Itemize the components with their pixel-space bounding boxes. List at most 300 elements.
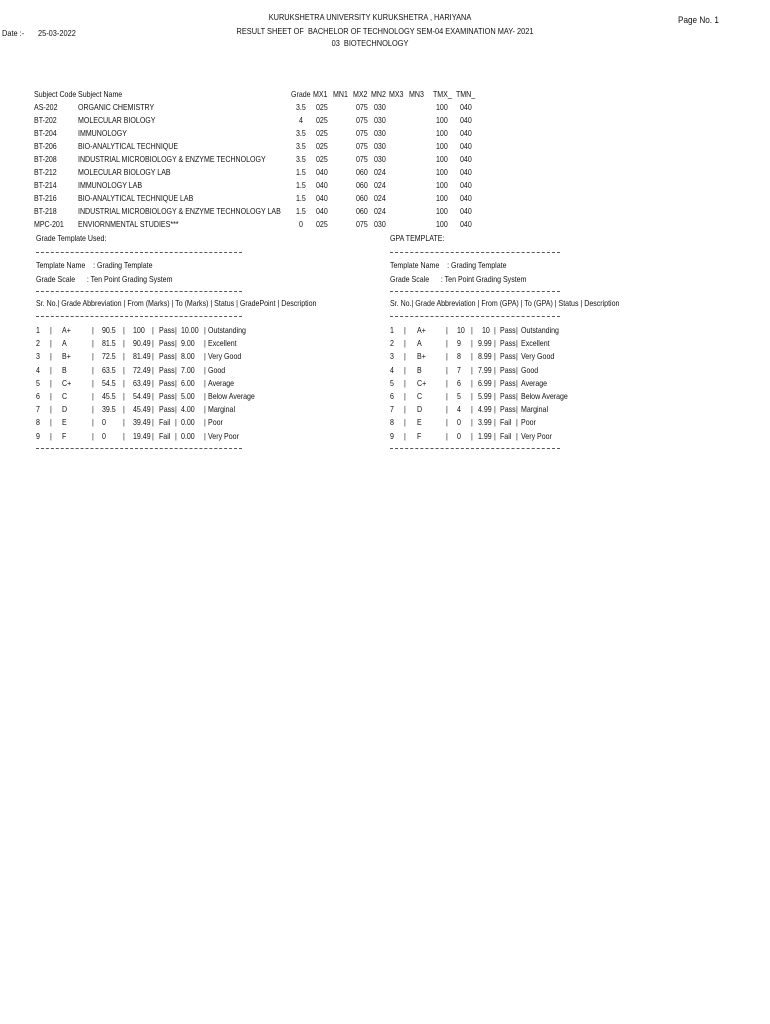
gpa-description: Good [521,365,539,375]
grade-description: Below Average [208,392,255,401]
column-separator: | [175,339,177,349]
column-separator: | [446,431,448,441]
column-separator: | [175,352,177,362]
cell-mx2: 075 [356,103,368,112]
grade-sr-no: 2 [36,339,40,349]
grade-from: 63.5 [102,365,116,375]
grade-point: 0.00 [181,418,195,428]
column-separator: | [175,405,177,415]
column-separator: | [123,339,125,349]
grade-to: 100 [133,326,145,335]
column-separator: | [516,352,518,362]
column-separator: | [494,431,496,441]
column-separator: | [152,352,154,362]
cell-grade: 0 [299,220,303,229]
university-title: KURUKSHETRA UNIVERSITY KURUKSHETRA , HARIYANA [268,12,472,22]
grade-from: 39.5 [102,405,116,415]
column-separator: | [152,431,154,441]
grade-from: 0 [102,418,106,428]
cell-mx1: 025 [316,142,328,151]
gpa-template-scale: Grade Scale : Ten Point Grading System [390,275,527,284]
cell-mx1: 040 [316,194,328,203]
column-separator: | [494,418,496,428]
gpa-description: Very Good [521,352,555,362]
cell-tmn: 040 [460,194,472,203]
gpa-abbreviation: B+ [417,352,426,362]
gpa-abbreviation: C [417,392,423,401]
cell-subject-code: BT-208 [34,155,57,164]
divider [36,448,242,449]
grade-sr-no: 1 [36,326,40,335]
column-separator: | [152,405,154,415]
cell-mx1: 040 [316,168,328,177]
column-separator: | [494,378,496,388]
branch-title: 03 BIOTECHNOLOGY [331,38,409,48]
column-separator: | [50,418,52,428]
grade-description: Very Poor [208,431,239,441]
grade-description: Average [208,378,235,388]
grade-status: Pass [159,405,175,415]
gpa-status: Pass [500,365,516,375]
gpa-sr-no: 9 [390,431,394,441]
gpa-sr-no: 6 [390,392,394,401]
divider [390,252,560,253]
column-separator: | [516,339,518,349]
cell-tmx: 100 [436,103,448,112]
gpa-abbreviation: A+ [417,326,426,335]
grade-sr-no: 6 [36,392,40,401]
gpa-to: 4.99 [478,405,492,415]
grade-sr-no: 5 [36,378,40,388]
column-separator: | [175,378,177,388]
gpa-sr-no: 4 [390,365,394,375]
cell-subject-code: BT-202 [34,116,57,125]
column-separator: | [123,405,125,415]
gpa-from: 0 [457,431,461,441]
grade-to: 19.49 [133,431,151,441]
cell-tmn: 040 [460,220,472,229]
grade-point: 4.00 [181,405,195,415]
grade-to: 90.49 [133,339,151,349]
cell-mn2: 024 [374,207,386,216]
gpa-status: Fail [500,431,512,441]
cell-tmn: 040 [460,168,472,177]
column-separator: | [152,365,154,375]
cell-subject-name: ENVIORNMENTAL STUDIES*** [78,220,179,229]
grade-sr-no: 4 [36,365,40,375]
grade-point: 10.00 [181,326,199,335]
cell-mn2: 030 [374,103,386,112]
gpa-abbreviation: F [417,431,422,441]
grade-abbreviation: F [62,431,67,441]
cell-grade: 1.5 [296,194,306,203]
cell-mn2: 030 [374,155,386,164]
column-separator: | [471,405,473,415]
grade-point: 8.00 [181,352,195,362]
cell-mn2: 030 [374,220,386,229]
column-separator: | [50,378,52,388]
column-separator: | [204,392,206,401]
grade-status: Pass [159,326,175,335]
cell-mx2: 060 [356,181,368,190]
cell-mx1: 025 [316,103,328,112]
column-separator: | [152,392,154,401]
column-header-tmn: TMN_ [456,90,476,99]
column-separator: | [404,418,406,428]
column-separator: | [446,352,448,362]
gpa-sr-no: 3 [390,352,394,362]
column-separator: | [152,339,154,349]
column-separator: | [152,418,154,428]
column-separator: | [92,405,94,415]
cell-tmn: 040 [460,207,472,216]
column-header-mn1: MN1 [333,90,348,99]
gpa-status: Fail [500,418,512,428]
column-separator: | [446,418,448,428]
cell-grade: 1.5 [296,181,306,190]
column-separator: | [446,378,448,388]
grade-status: Pass [159,392,175,401]
column-separator: | [92,378,94,388]
cell-mx2: 075 [356,129,368,138]
column-separator: | [92,326,94,335]
grade-point: 0.00 [181,431,195,441]
gpa-to: 1.99 [478,431,492,441]
column-separator: | [123,365,125,375]
gpa-abbreviation: E [417,418,422,428]
column-separator: | [204,365,206,375]
column-separator: | [446,339,448,349]
gpa-from: 8 [457,352,461,362]
divider [36,291,242,292]
grade-abbreviation: B+ [62,352,71,362]
grade-template-scale: Grade Scale : Ten Point Grading System [36,275,173,284]
column-separator: | [516,365,518,375]
column-separator: | [446,405,448,415]
cell-tmn: 040 [460,103,472,112]
gpa-to: 3.99 [478,418,492,428]
cell-tmn: 040 [460,129,472,138]
cell-mx1: 025 [316,220,328,229]
cell-mx2: 075 [356,142,368,151]
grade-point: 6.00 [181,378,195,388]
date-label: Date :- [2,28,25,38]
column-separator: | [494,339,496,349]
column-separator: | [494,365,496,375]
column-separator: | [123,326,125,335]
column-separator: | [175,326,177,335]
column-separator: | [204,352,206,362]
column-separator: | [50,431,52,441]
grade-status: Pass [159,352,175,362]
gpa-from: 9 [457,339,461,349]
grade-from: 0 [102,431,106,441]
column-separator: | [404,326,406,335]
grade-sr-no: 8 [36,418,40,428]
column-separator: | [494,326,496,335]
column-separator: | [92,418,94,428]
grade-from: 81.5 [102,339,116,349]
column-header-subject-name: Subject Name [78,90,123,99]
column-separator: | [50,365,52,375]
cell-tmx: 100 [436,129,448,138]
cell-grade: 4 [299,116,303,125]
cell-subject-name: IMMUNOLOGY LAB [78,181,143,190]
grade-from: 72.5 [102,352,116,362]
grade-point: 9.00 [181,339,195,349]
cell-tmx: 100 [436,155,448,164]
gpa-from: 0 [457,418,461,428]
cell-grade: 1.5 [296,168,306,177]
cell-mx2: 060 [356,207,368,216]
cell-subject-code: MPC-201 [34,220,64,229]
column-separator: | [152,378,154,388]
grade-from: 54.5 [102,378,116,388]
cell-tmx: 100 [436,220,448,229]
gpa-sr-no: 7 [390,405,394,415]
grade-status: Pass [159,365,175,375]
column-header-mn2: MN2 [371,90,386,99]
column-separator: | [471,352,473,362]
cell-tmn: 040 [460,116,472,125]
grade-to: 63.49 [133,378,151,388]
column-separator: | [204,339,206,349]
gpa-description: Very Poor [521,431,552,441]
column-separator: | [446,326,448,335]
cell-tmx: 100 [436,168,448,177]
grade-point: 7.00 [181,365,195,375]
gpa-description: Poor [521,418,536,428]
grade-to: 39.49 [133,418,151,428]
grade-description: Very Good [208,352,242,362]
column-separator: | [471,326,473,335]
cell-mx2: 075 [356,116,368,125]
column-separator: | [123,352,125,362]
gpa-description: Marginal [521,405,549,415]
cell-mn2: 030 [374,129,386,138]
divider [390,316,560,317]
column-separator: | [123,431,125,441]
column-separator: | [494,405,496,415]
column-separator: | [175,365,177,375]
cell-mx1: 040 [316,207,328,216]
grade-abbreviation: E [62,418,67,428]
cell-tmx: 100 [436,194,448,203]
cell-grade: 3.5 [296,103,306,112]
gpa-to: 5.99 [478,392,492,401]
column-separator: | [516,378,518,388]
column-separator: | [446,392,448,401]
gpa-template-title: GPA TEMPLATE: [390,234,445,243]
divider [390,448,560,449]
cell-subject-name: MOLECULAR BIOLOGY LAB [78,168,171,177]
grade-point: 5.00 [181,392,195,401]
cell-tmx: 100 [436,116,448,125]
column-separator: | [204,378,206,388]
cell-grade: 1.5 [296,207,306,216]
cell-mn2: 030 [374,142,386,151]
column-separator: | [92,365,94,375]
column-separator: | [204,326,206,335]
column-separator: | [471,392,473,401]
column-separator: | [50,326,52,335]
grade-to: 81.49 [133,352,151,362]
grade-abbreviation: B [62,365,67,375]
cell-subject-name: ORGANIC CHEMISTRY [78,103,155,112]
column-separator: | [404,365,406,375]
column-separator: | [516,431,518,441]
grade-to: 45.49 [133,405,151,415]
divider [36,252,242,253]
column-separator: | [92,392,94,401]
gpa-to: 8.99 [478,352,492,362]
gpa-status: Pass [500,339,516,349]
gpa-abbreviation: A [417,339,422,349]
grade-template-title: Grade Template Used: [36,234,107,243]
cell-mx2: 075 [356,220,368,229]
cell-tmx: 100 [436,207,448,216]
column-separator: | [471,378,473,388]
divider [36,316,242,317]
gpa-to: 6.99 [478,378,492,388]
gpa-abbreviation: C+ [417,378,427,388]
result-sheet-title: RESULT SHEET OF BACHELOR OF TECHNOLOGY SEM-04 EXAMINATION MAY- 2021 [236,26,534,36]
gpa-template-name: Template Name : Grading Template [390,261,507,270]
cell-subject-code: AS-202 [34,103,58,112]
column-separator: | [516,405,518,415]
cell-mn2: 030 [374,116,386,125]
gpa-to: 7.99 [478,365,492,375]
grade-sr-no: 9 [36,431,40,441]
cell-subject-code: BT-214 [34,181,57,190]
gpa-sr-no: 8 [390,418,394,428]
column-separator: | [204,431,206,441]
cell-mx2: 060 [356,194,368,203]
gpa-abbreviation: B [417,365,422,375]
gpa-sr-no: 5 [390,378,394,388]
cell-tmn: 040 [460,142,472,151]
cell-subject-name: BIO-ANALYTICAL TECHNIQUE LAB [78,194,194,203]
cell-subject-name: INDUSTRIAL MICROBIOLOGY & ENZYME TECHNOLOGY [78,155,266,164]
grade-to: 54.49 [133,392,151,401]
grade-from: 90.5 [102,326,116,335]
column-separator: | [446,365,448,375]
column-separator: | [471,365,473,375]
cell-subject-code: BT-212 [34,168,57,177]
gpa-from: 10 [457,326,465,335]
cell-mn2: 024 [374,181,386,190]
column-separator: | [92,431,94,441]
gpa-status: Pass [500,378,516,388]
gpa-status: Pass [500,352,516,362]
gpa-description: Outstanding [521,326,559,335]
column-header-mn3: MN3 [409,90,424,99]
grade-status: Pass [159,339,175,349]
grade-sr-no: 7 [36,405,40,415]
column-separator: | [50,405,52,415]
column-separator: | [175,418,177,428]
column-separator: | [204,418,206,428]
gpa-description: Average [521,378,548,388]
gpa-abbreviation: D [417,405,423,415]
cell-tmx: 100 [436,142,448,151]
grade-abbreviation: A+ [62,326,71,335]
grade-abbreviation: C+ [62,378,72,388]
column-separator: | [92,339,94,349]
gpa-from: 7 [457,365,461,375]
grade-description: Excellent [208,339,237,349]
column-header-mx3: MX3 [389,90,404,99]
column-separator: | [516,418,518,428]
column-separator: | [471,339,473,349]
page-number: Page No. 1 [678,15,719,26]
cell-subject-name: BIO-ANALYTICAL TECHNIQUE [78,142,179,151]
column-separator: | [123,392,125,401]
gpa-sr-no: 1 [390,326,394,335]
column-separator: | [516,392,518,401]
grade-to: 72.49 [133,365,151,375]
grade-status: Pass [159,378,175,388]
cell-grade: 3.5 [296,129,306,138]
grade-description: Marginal [208,405,236,415]
column-separator: | [404,405,406,415]
cell-mx2: 060 [356,168,368,177]
column-separator: | [50,339,52,349]
column-separator: | [50,352,52,362]
gpa-sr-no: 2 [390,339,394,349]
column-separator: | [175,392,177,401]
grade-sr-no: 3 [36,352,40,362]
cell-tmn: 040 [460,155,472,164]
grade-description: Poor [208,418,223,428]
gpa-status: Pass [500,326,516,335]
column-header-grade: Grade [291,90,311,99]
grade-template-header: Sr. No.| Grade Abbreviation | From (Marks) | To (Marks) | Status | GradePoint | Description [36,299,317,308]
gpa-status: Pass [500,405,516,415]
cell-subject-code: BT-204 [34,129,57,138]
cell-mx1: 025 [316,116,328,125]
gpa-status: Pass [500,392,516,401]
column-header-mx1: MX1 [313,90,328,99]
grade-description: Outstanding [208,326,246,335]
cell-subject-code: BT-216 [34,194,57,203]
column-separator: | [92,352,94,362]
column-header-mx2: MX2 [353,90,368,99]
column-separator: | [404,431,406,441]
column-separator: | [175,431,177,441]
column-separator: | [471,418,473,428]
grade-abbreviation: C [62,392,68,401]
column-separator: | [404,378,406,388]
column-separator: | [494,392,496,401]
grade-template-name: Template Name : Grading Template [36,261,153,270]
cell-subject-name: IMMUNOLOGY [78,129,127,138]
grade-description: Good [208,365,226,375]
grade-from: 45.5 [102,392,116,401]
column-separator: | [152,326,154,335]
column-separator: | [50,392,52,401]
gpa-to: 9.99 [478,339,492,349]
column-separator: | [404,339,406,349]
cell-mn2: 024 [374,168,386,177]
gpa-description: Below Average [521,392,568,401]
gpa-template-header: Sr. No.| Grade Abbreviation | From (GPA) | To (GPA) | Status | Description [390,299,620,308]
column-separator: | [123,418,125,428]
cell-grade: 3.5 [296,155,306,164]
cell-mn2: 024 [374,194,386,203]
grade-status: Fail [159,418,171,428]
column-separator: | [471,431,473,441]
